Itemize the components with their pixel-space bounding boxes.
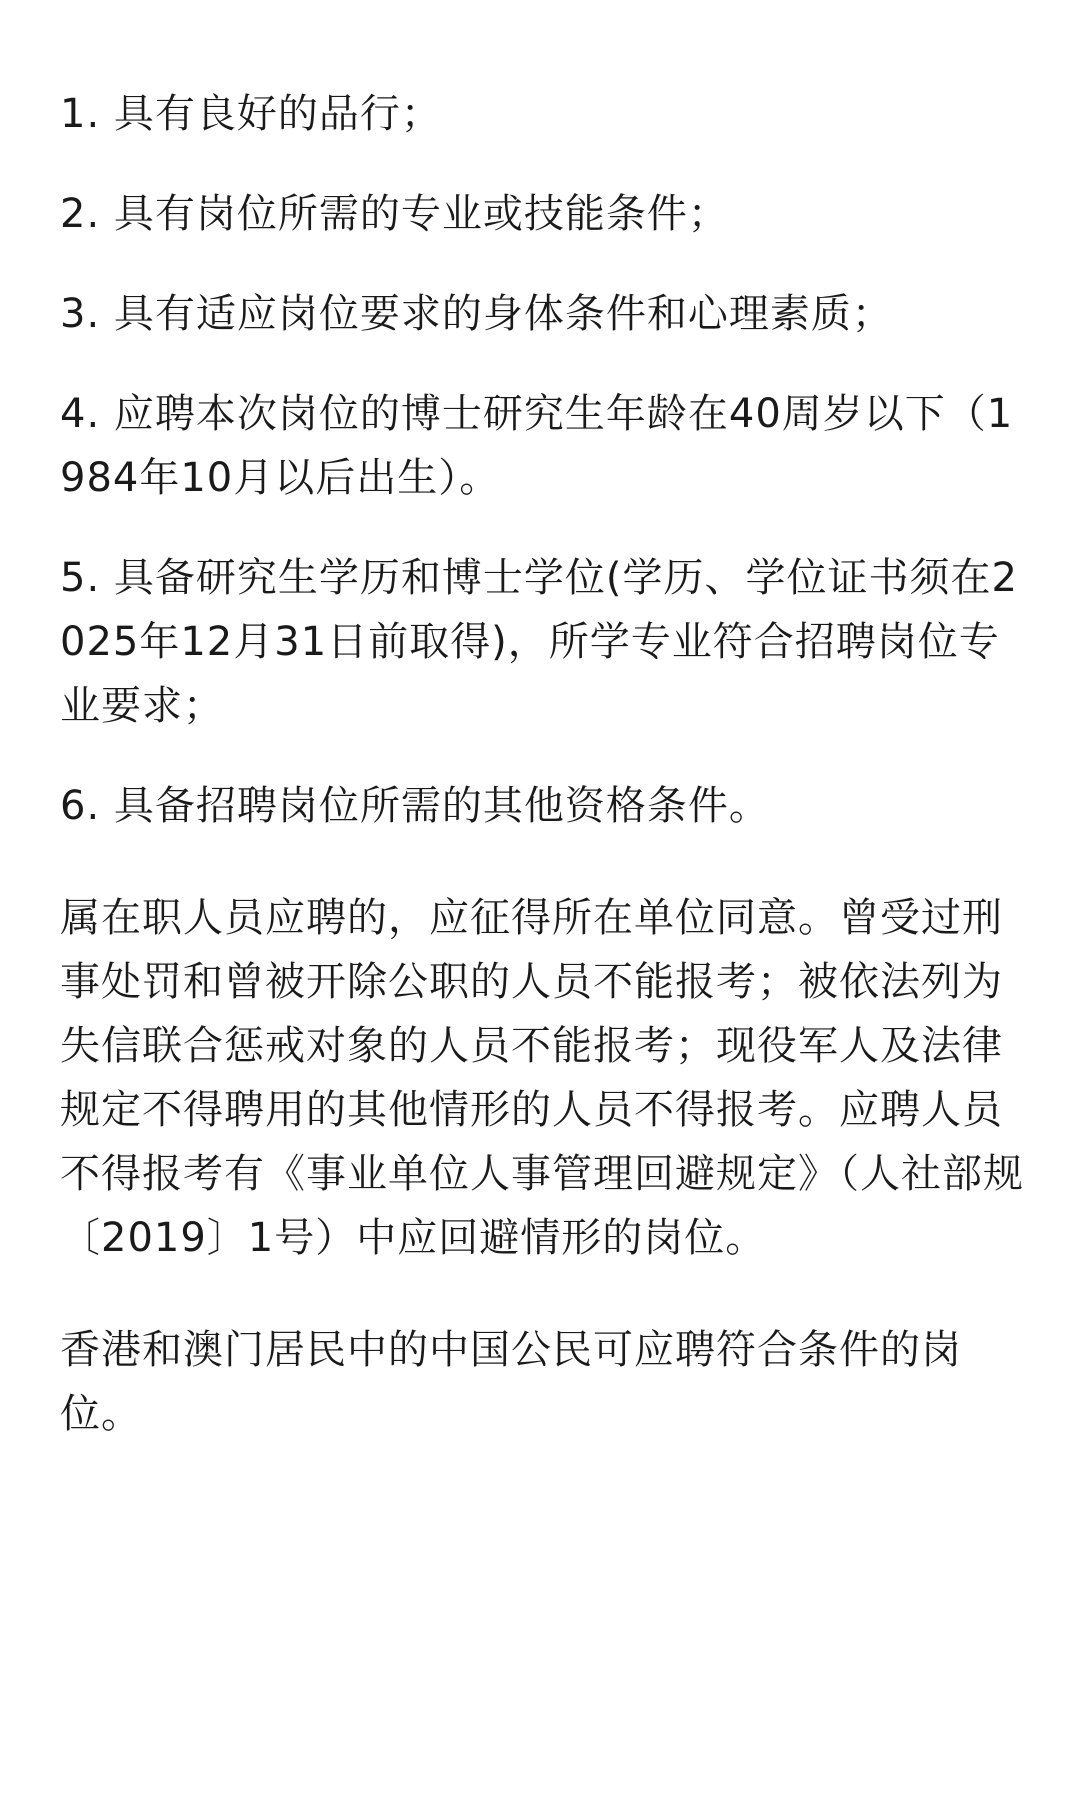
requirements-list [60,82,1030,838]
hk-macau-paragraph: 香港和澳门居民中的中国公民可应聘符合条件的岗位。 [60,1327,962,1437]
document-body [60,82,1030,1494]
requirement-item-3: 3. 具有适应岗位要求的身体条件和心理素质； [60,291,893,337]
requirement-item-2: 2. 具有岗位所需的专业或技能条件； [60,191,729,237]
restrictions-paragraph: 属在职人员应聘的，应征得所在单位同意。曾受过刑事处罚和曾被开除公职的人员不能报考；被依法列为失信联合惩戒对象的人员不能报考；现役军人及法律规定不得聘用的其他情形的人员不得报考。应聘人员不得报考有《事业单位人事管理回避规定》（人社部规〔2019〕1号）中应回避情形的岗位。 [60,895,1024,1261]
requirement-item-5: 5. 具备研究生学历和博士学位(学历、学位证书须在2025年12月31日前取得)，所学专业符合招聘岗位专业要求； [60,555,1018,729]
requirement-item-1: 1. 具有良好的品行； [60,91,442,137]
requirement-item-6: 6. 具备招聘岗位所需的其他资格条件。 [60,783,770,829]
requirement-item-4: 4. 应聘本次岗位的博士研究生年龄在40周岁以下（1984年10月以后出生）。 [60,391,1014,501]
